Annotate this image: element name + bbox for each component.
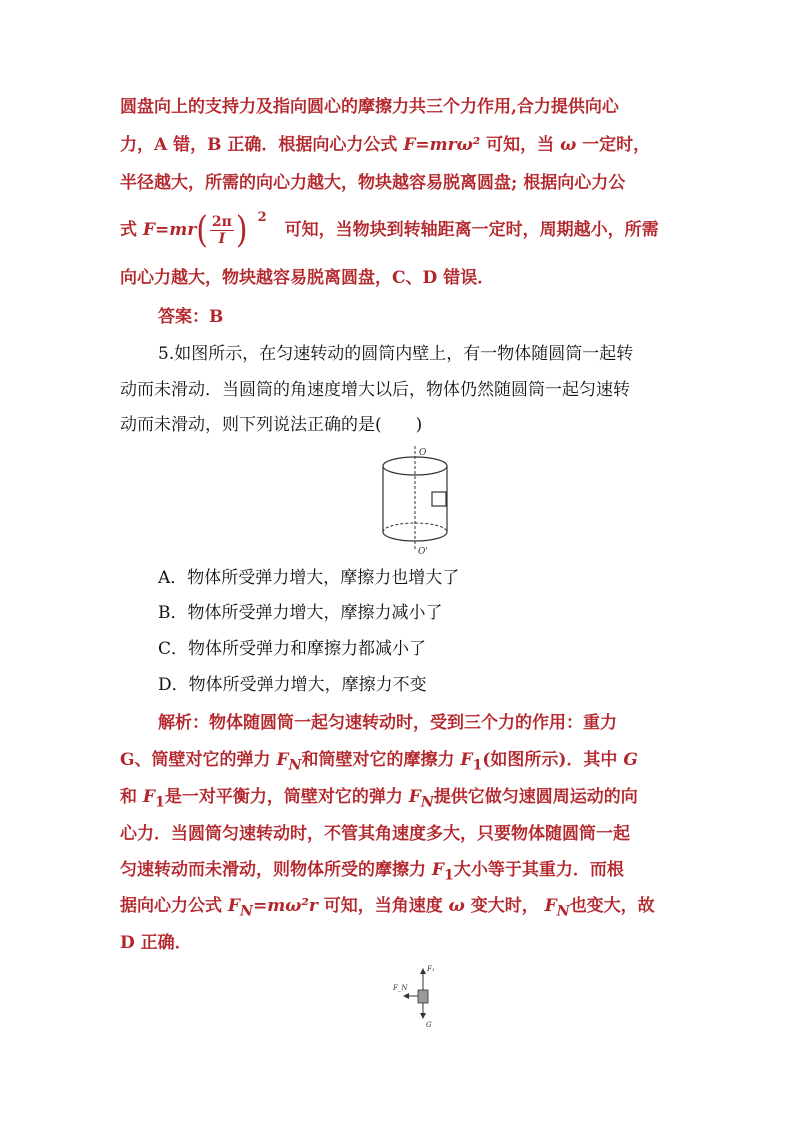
option-a: A．物体所受弹力增大，摩擦力也增大了 <box>158 568 460 588</box>
answer-value: B <box>209 307 224 327</box>
fraction-2pi-over-t: $\frac{2\pi}{I}$ <box>211 214 232 247</box>
axis-top-label: O <box>419 448 427 458</box>
formula-period: F=mr <box>142 220 197 240</box>
block <box>418 990 428 1003</box>
option-b: B．物体所受弹力增大，摩擦力减小了 <box>158 603 443 623</box>
question-line-2: 动而未滑动．当圆筒的角速度增大以后，物体仍然随圆筒一起匀速转 <box>120 380 630 400</box>
analysis-line-5: 匀速转动而未滑动，则物体所受的摩擦力 $F_1$大小等于其重力．而根 <box>120 860 624 884</box>
analysis-label: 解析 <box>158 713 192 733</box>
f1-label: F₁ <box>427 965 435 973</box>
solution-line-1: 圆盘向上的支持力及指向圆心的摩擦力共三个力作用,合力提供向心 <box>120 97 619 117</box>
analysis-line-1: 解析：物体随圆筒一起匀速转动时，受到三个力的作用：重力 <box>158 713 617 733</box>
solution-line-5: 向心力越大，物块越容易脱离圆盘，C、D 错误． <box>120 268 495 288</box>
force-diagram <box>388 960 448 1030</box>
solution-line-4: 式 F=mr( $\frac{2\pi}{I}$ ) $^2$ 可知，当物块到转轴距离一定时，周期越小，所需 <box>120 208 659 251</box>
option-c: C．物体所受弹力和摩擦力都减小了 <box>158 639 427 659</box>
fn-label: F_N <box>393 984 408 992</box>
question-line-3: 动而未滑动，则下列说法正确的是( ) <box>120 415 423 435</box>
formula-centripetal: F=mrω² <box>403 135 481 155</box>
analysis-line-7: D 正确． <box>120 933 192 953</box>
analysis-line-6: 据向心力公式 $F_N=m\omega^2r$ 可知，当角速度 ω 变大时， $F_N$也变大，故 <box>120 896 655 920</box>
analysis-line-4: 心力．当圆筒匀速转动时，不管其角速度多大，只要物体随圆筒一起 <box>120 824 630 844</box>
analysis-line-2: G、筒壁对它的弹力 $F_N$和筒壁对它的摩擦力 $F_1$(如图所示)．其中 G <box>120 750 638 774</box>
block-on-wall <box>432 492 446 506</box>
question-line-1: 5.如图所示，在匀速转动的圆筒内壁上，有一物体随圆筒一起转 <box>158 344 634 364</box>
solution-line-3: 半径越大，所需的向心力越大，物块越容易脱离圆盘; 根据向心力公 <box>120 173 626 193</box>
option-d: D．物体所受弹力增大，摩擦力不变 <box>158 675 427 695</box>
answer-line <box>158 305 223 329</box>
analysis-line-3: 和 $F_1$是一对平衡力，筒壁对它的弹力 $F_N$提供它做匀速圆周运动的向 <box>120 787 638 811</box>
g-label: G <box>426 1021 432 1029</box>
solution-line-2: 力，A 错，B 正确．根据向心力公式 F=mrω² 可知，当 ω 一定时， <box>120 135 651 155</box>
axis-bottom-label: O' <box>418 547 428 556</box>
cylinder-figure <box>370 446 460 556</box>
answer-label: 答案： <box>158 307 209 327</box>
